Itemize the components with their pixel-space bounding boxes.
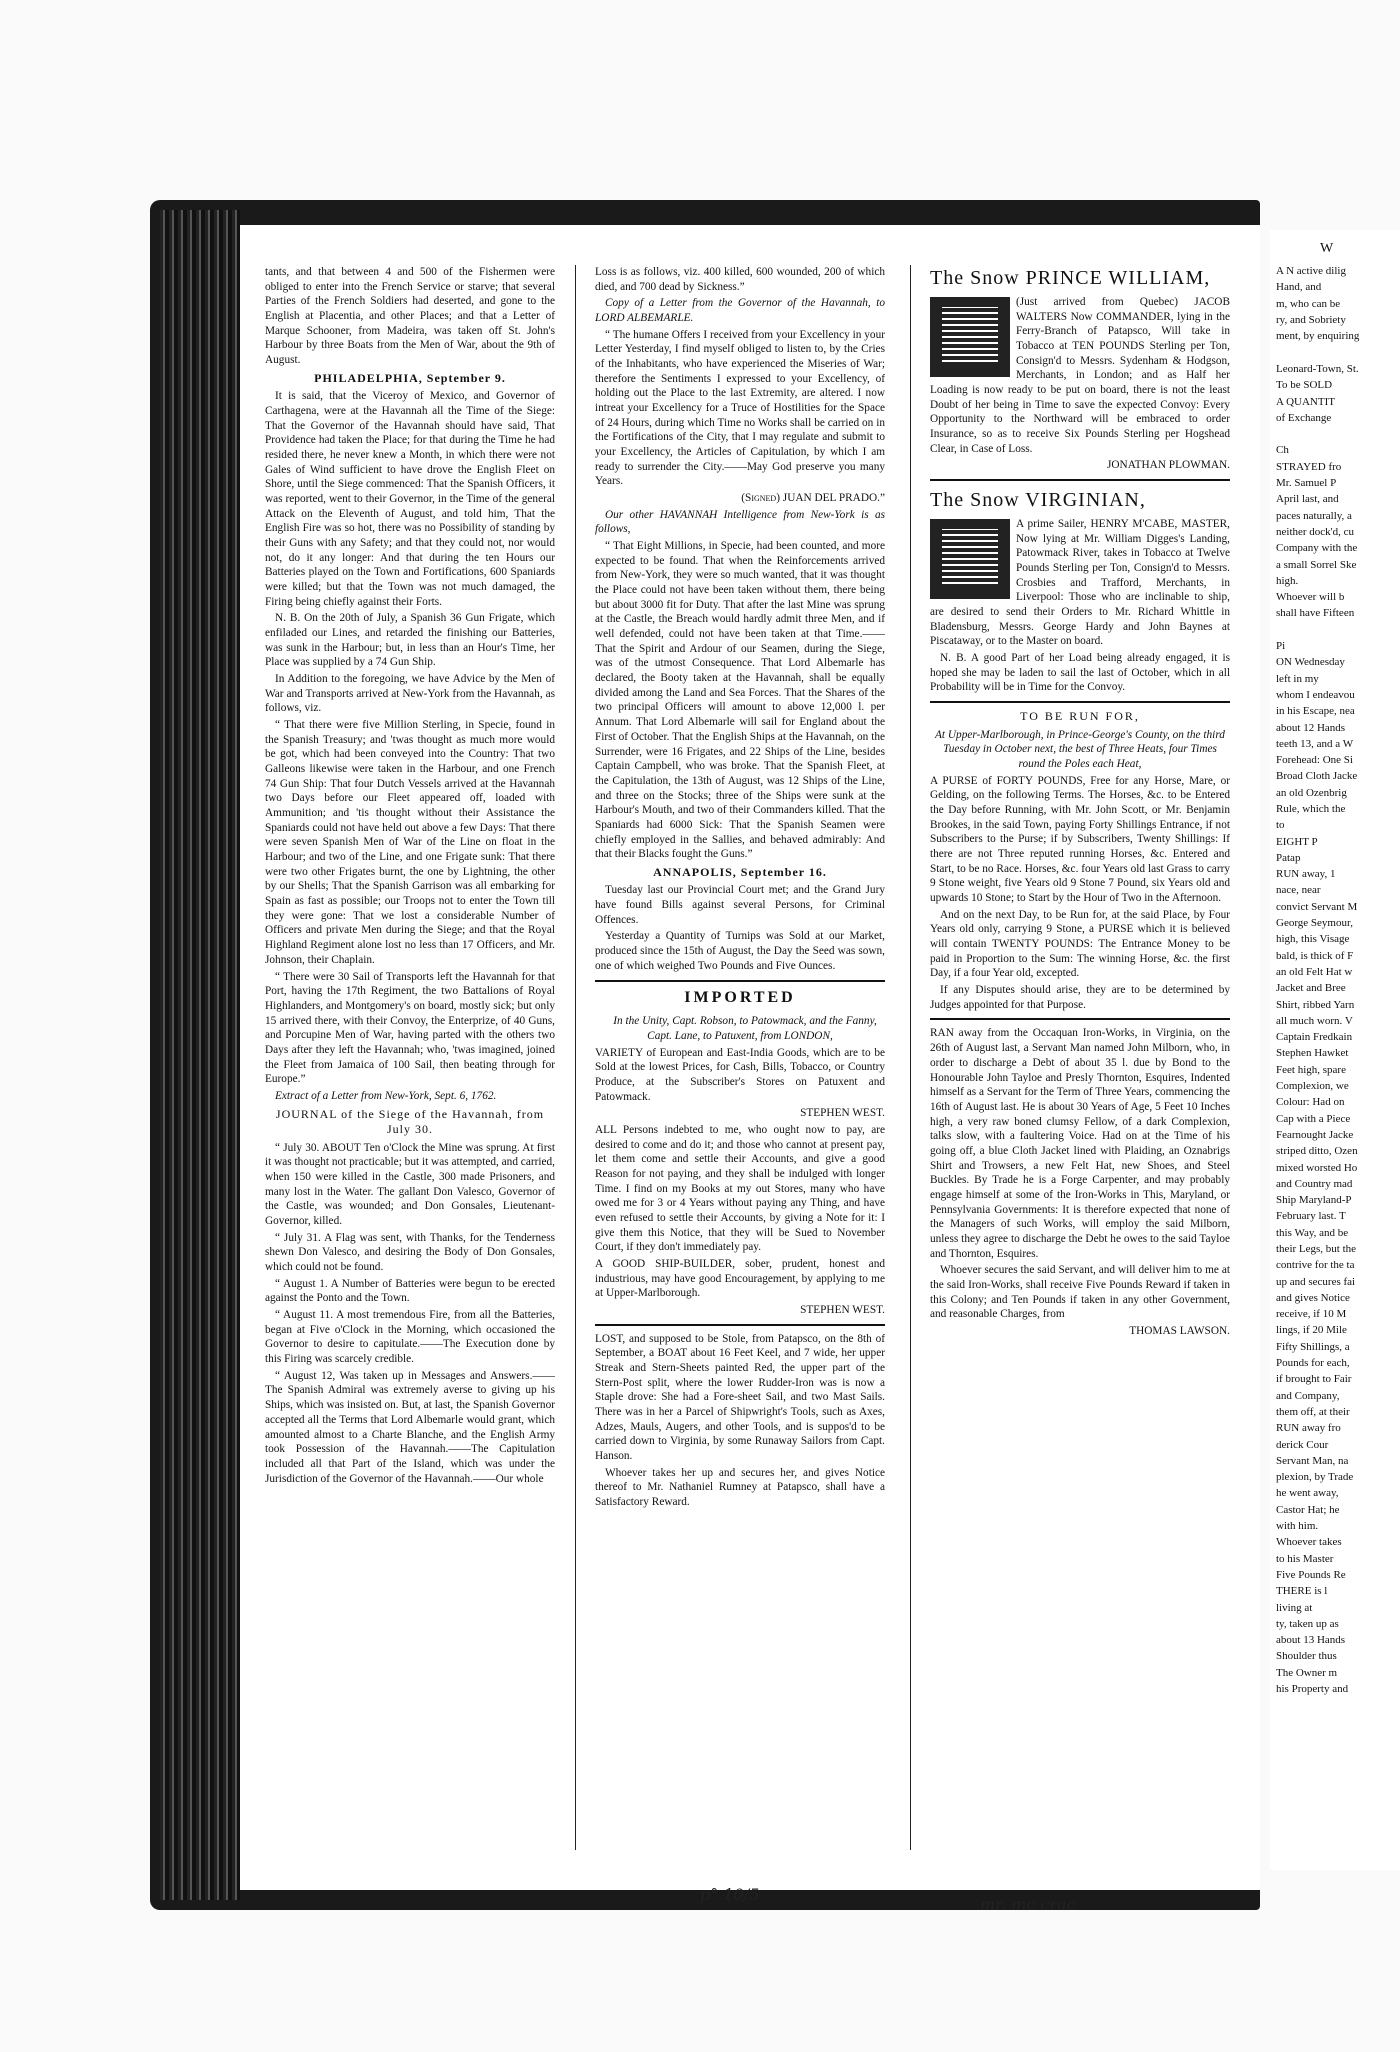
ad-text: LOST, and supposed to be Stole, from Patapsco, on the 8th of September, a BOAT about 16 Feet Keel, and 7 wide, her upper Streak and Stern-Sheets painted Red, the upper part of the Stern-Post split, where the lower Rudder-Iron was is now a Staple drove: She had a Fore-sheet Sail, and two Mast Sails. There was in her a Parcel of Shipwright's Tools, such as Axes, Adzes, Mauls, Augers, and other Tools, and is suppos'd to be carried down to Virginia, by some Runaway Sailors from Capt. Hanson. [595,1332,885,1463]
article-text: tants, and that between 4 and 500 of the Fishermen were obliged to enter into the French Service or starve; that several Parties of the French Soldiers had deserted, and gone to the English at Placentia, and other Places; and that a Letter of Marque Schooner, from Madeira, was taken off St. John's Harbour by three Boats from the Men of War, about the 9th of August. [265,266,555,367]
ad-subheading: At Upper-Marlborough, in Prince-George's County, on the third Tuesday in October next, the best of Three Heats, four Times round the Poles each Heat, [935,728,1225,771]
journal-entry: “ August 11. A most tremendous Fire, from all the Batteries, began at Five o'Clock in the Morning, which occasioned the Governor to desire to capitulate.——The Execution done by this Firing was scarcely credible. [265,1309,555,1366]
adjacent-page-line: Whoever will b [1276,591,1345,604]
divider [595,980,885,982]
adjacent-page-line: nace, near [1276,884,1321,897]
adjacent-page-line: an old Ozenbrig [1276,786,1347,799]
handwritten-note: mr. mc crac [980,1895,1076,1914]
page-heading: W [1320,241,1334,256]
adjacent-page-line: neither dock'd, cu [1276,525,1355,538]
adjacent-page-line: February last. T [1276,1210,1346,1223]
ad-text: VARIETY of European and East-India Goods, which are to be Sold at the lowest Prices, for Cash, Bills, Tobacco, or Country Produce, at the Subscriber's Stores on Patuxent and Patowmack. [595,1046,885,1103]
ad-text: Whoever secures the said Servant, and will deliver him to me at the said Iron-Works, shall receive Five Pounds Reward if taken in this Colony; and Ten Pounds if taken in any other Government, and reasonable Charges, from [930,1264,1230,1321]
adjacent-page-line: in his Escape, nea [1276,705,1355,718]
adjacent-page-line: whom I endeavou [1276,688,1355,701]
article-text: Loss is as follows, viz. 400 killed, 600 wounded, 200 of which died, and 700 dead by Sickness.” [595,266,885,293]
journal-entry: “ August 12, Was taken up in Messages and Answers.——The Spanish Admiral was extremely averse to giving up his Ships, which was insisted on. But, at last, the Spanish Governor accepted all the Terms that Lord Albemarle would grant, which amounted almost to a Charte Blanche, and the English Army took Possession of the Havannah.——The Capitulation included all that Part of the Island, which was under the Jurisdiction of the Governor of the Havannah.——Our whole [265,1369,555,1485]
ship-woodcut-icon [930,519,1010,599]
adjacent-page-line: shall have Fifteen [1276,607,1355,620]
adjacent-page-line: if brought to Fair [1276,1373,1352,1386]
adjacent-page-line: mixed worsted Ho [1276,1161,1358,1174]
ad-text: A GOOD SHIP-BUILDER, sober, prudent, honest and industrious, may have good Encouragement, by applying to me at Upper-Marlborough. [595,1258,885,1300]
subheading: Our other HAVANNAH Intelligence from New-York is as follows, [595,508,885,536]
ad-text: RAN away from the Occaquan Iron-Works, in Virginia, on the 26th of August last, a Servant Man named John Milborn, who, in order to discharge a Debt of about 35 l. due by Bond to the Honourable John Tayloe and Presly Thornton, Esquires, Indented himself as a Servant for the Term of Three Years, commencing the 16th of August last. He is about 30 Years of Age, 5 Feet 10 Inches high, a very raw boned clumsy Fellow, of a dark Complexion, talks slow, with a faultering Voice. Had on at the Time of his going off, a blue Cloth Jacket lined with Plaiding, an Oznabrigs Shirt and Trowsers, a new Felt Hat, new Shoes, and Steel Buckles. By Trade he is a Forge Carpenter, and may probably engage himself at some of the Iron-Works in This, Maryland, or Pennsylvania Governments: It is therefore expected that none of the Managers of such Works, will employ the said Milborn, unless they agree to discharge the Debt he owes to the said Tayloe and Thornton, Esquires. [930,1027,1230,1260]
signature: (Signed) JUAN DEL PRADO.” [741,492,885,505]
article-text: Yesterday a Quantity of Turnips was Sold at our Market, produced since the 15th of August, the Day the Seed was sown, one of which weighed Two Pounds and Five Ounces. [595,930,885,972]
adjacent-page-line: Fifty Shillings, a [1276,1340,1350,1353]
divider [930,701,1230,703]
adjacent-page-line: ty, taken up as [1276,1617,1339,1630]
adjacent-page-line: RUN away, 1 [1276,868,1336,881]
adjacent-page-line: Feet high, spare [1276,1063,1346,1076]
signature: STEPHEN WEST. [800,1107,885,1120]
adjacent-page-line: high. [1276,574,1299,587]
adjacent-page-line: Jacket and Bree [1276,982,1346,995]
adjacent-page-line: Pi [1276,640,1286,653]
subheading: Extract of a Letter from New-York, Sept. 6, 1762. [275,1089,497,1102]
adjacent-page-line: receive, if 10 M [1276,1308,1347,1321]
adjacent-page-line: with him. [1276,1520,1319,1533]
divider [595,1324,885,1326]
article-text: “ There were 30 Sail of Transports left the Havannah for that Port, having the 17th Regiment, the two Battalions of Royal Highlanders, and Montgomery's on board, mostly sick; but only 15 arrived there, with their Convoy, the Enterprize, of 40 Guns, and Porcupine Men of War, having parted with the others two Days after they left the Havannah; who, 'twas imagined, joined the Fleet from Jamaica of 100 Sail, then beating through for Europe.” [265,970,555,1086]
adjacent-page-line: contrive for the ta [1276,1259,1355,1272]
adjacent-page-line: their Legs, but the [1276,1243,1357,1255]
adjacent-page-line: them off, at their [1276,1405,1350,1418]
divider [930,1018,1230,1020]
signature: JONATHAN PLOWMAN. [1106,459,1230,472]
adjacent-page-line [1276,346,1400,360]
adjacent-page-line: Stephen Hawket [1276,1047,1349,1060]
adjacent-page-line: bald, is thick of F [1276,949,1354,962]
article-text: N. B. On the 20th of July, a Spanish 36 Gun Frigate, which enfiladed our Lines, and retarded the finishing our Batteries, was sunk in the Harbour; but, in less than an Hour's Time, her Place was supplied by a 74 Gun Ship. [265,612,555,669]
adjacent-page-line: To be SOLD [1276,379,1333,392]
ad-text: Whoever takes her up and secures her, and gives Notice thereof to Mr. Nathaniel Rumney at Patapsco, shall have a Satisfactory Reward. [595,1466,885,1509]
adjacent-page-line [1276,623,1400,637]
adjacent-page-line: Whoever takes [1276,1536,1342,1549]
article-text: In Addition to the foregoing, we have Advice by the Men of War and Transports arrived at New-York from the Havannah, as follows, viz. [265,673,555,715]
adjacent-page-line: ment, by enquiring [1276,330,1360,343]
adjacent-page-line: a small Sorrel Ske [1276,558,1357,571]
adjacent-page-line: teeth 13, and a W [1276,737,1354,750]
adjacent-page-line: George Seymour, [1276,917,1353,930]
ad-text: ALL Persons indebted to me, who ought now to pay, are desired to come and do it; and those who cannot at present pay, let them come and settle their Accounts, and give a good Reason for not paying, and they shall be indulged with longer Time. I find on my Books at my out Stores, many who have owed me for 3 or 4 Years without paying any Thing, and have even refused to settle their Accounts, by giving a Note for it: I give them this Notice, that they will be Sued to November Court, if they don't immediately pay. [595,1124,885,1254]
adjacent-page-line: ry, and Sobriety [1276,314,1346,327]
adjacent-page-line: Mr. Samuel P [1276,477,1337,490]
column-middle [595,265,885,1860]
journal-entry: “ July 31. A Flag was sent, with Thanks, for the Tenderness shewn Don Valesco, and desiring the Body of Don Gonsales, which could not be found. [265,1231,555,1274]
ad-text: If any Disputes should arise, they are to be determined by Judges appointed for that Purpose. [930,984,1230,1011]
adjacent-page-line: A QUANTIT [1276,395,1335,408]
adjacent-page-line: STRAYED fro [1276,460,1342,473]
adjacent-page-line: Colour: Had on [1276,1096,1345,1109]
adjacent-page-line: THERE is l [1276,1585,1328,1598]
ad-text: A PURSE of FORTY POUNDS, Free for any Horse, Mare, or Gelding, on the following Terms. The Horses, &c. to be Entered the Day before Running, with Mr. John Scott, or Mr. Benjamin Brookes, in the said Town, paying Forty Shillings Entrance, if not Subscribers to the Purse; if by Subscribers, Twenty Shillings: If there are not Three reputed running Horses, &c. Entered and Start, to be no Race. Horses, &c. four Years old last Grass to carry 9 Stone weight, five Years old 9 Stone 7 Pound, six Years old and upwards 10 Stone; to Start by the Hour of Two in the Afternoon. [930,774,1230,905]
adjacent-page-line: high, this Visage [1276,933,1350,946]
column-rule [575,265,576,1850]
adjacent-page-line: and Country mad [1276,1177,1353,1190]
adjacent-page-line: striped ditto, Ozen [1276,1145,1358,1158]
adjacent-page-line: Shoulder thus [1276,1650,1337,1663]
adjacent-page-line: Company with the [1276,542,1358,555]
adjacent-page-line: Shirt, ribbed Yarn [1276,998,1355,1011]
adjacent-page-line: to his Master [1276,1552,1334,1565]
article-text: Tuesday last our Provincial Court met; and the Grand Jury have found Bills against several Persons, for Criminal Offences. [595,884,885,926]
article-text: “ That there were five Million Sterling, in Specie, found in the Spanish Treasury; and 'twas thought as much more would be got, which had been conveyed into the Country: That two Galleons likewise were taken in the Harbour, and one French 74 Gun Ship: That four Dutch Vessels arrived at the Havannah two Days before our Fleet appeared off, loaded with Ammunition; and 'tis thought without their Assistance the Spaniards could not have held out above a few Days: That there were seven Spanish Men of War of the Line on float in the Harbour; and two of the Line, and one Frigate sunk: That there were two other Frigates burnt, the one by Lightning, the other by our Shells; That the Spanish Garrison was all embarking for Spain as fast as possible; our Troops not to enter the Town till they were gone: That we lost a considerable Number of Officers and private Men during the Siege; and that the Royal Highland Regiment alone lost no less than 17 Officers, and Mr. Johnson, their Chaplain. [265,719,555,966]
adjacent-page-line: all much worn. V [1276,1014,1353,1027]
adjacent-page-line: Broad Cloth Jacke [1276,770,1358,783]
adjacent-page-line: Fearnought Jacke [1276,1128,1354,1141]
adjacent-page-line: Ch [1276,444,1289,457]
subheading: JOURNAL of the Siege of the Havannah, from July 30. [275,1106,545,1137]
adjacent-page-line: Captain Fredkain [1276,1031,1353,1044]
adjacent-page-line: lings, if 20 Mile [1276,1324,1347,1337]
article-text: “ That Eight Millions, in Specie, had been counted, and more expected to be found. That when the Reinforcements arrived from New-York, they were so much wanted, that it was thought the Place could not have been taken without them, there being but about 3000 fit for Duty. That after the last Mine was sprung at the Castle, the Breach would hardly admit three Men, and if well defended, could not have been taken at that Time.——That the Spirit and Ardour of our Seamen, during the Siege, was of the utmost Consequence. That Lord Albemarle has declared, the Booty taken at the Havannah, shall be equally divided among the Land and Sea Forces. That the Shares of the two principal Officers will amount to above 12,000 l. per Annum. That Lord Albemarle will sail for England about the First of October. That the English Ships at the Havannah, on the Surrender, were 16 Frigates, and 22 Ships of the Line, besides Captain Campbell, who was broke. That the Spanish Fleet, at the Capitulation, the 13th of August, was 12 Ships of the Line, and three on the Stocks; three of the Ships were sunk at the Harbour's Mouth, and two of their Commanders killed. That the Spaniards had 6000 Sick: That the Spanish Seamen were chiefly employed in the Sallies, and behaved admirably: And that their Blacks fought the Guns.” [595,540,885,861]
letter-text: “ The humane Offers I received from your Excellency in your Letter Yesterday, I find myself obliged to listen to, by the Cries of the Inhabitants, who have experienced the Miseries of War; therefore the Sentiments I expressed to your Excellency, of holding out the Place to the last Extremity, are altered. I now intreat your Excellency for a Truce of Hostilities for the Space of 24 Hours, during which Time no Works shall be carried on in the Fortifications of the City, that I may regulate and submit to your Excellency, the Articles of Capitulation, by which I am ready to surrender the City.——May God preserve you many Years. [595,328,885,488]
newspaper-page [240,225,1260,1890]
adjacent-page [1270,230,1400,1870]
ad-text: (Just arrived from Quebec) JACOB WALTERS Now COMMANDER, lying in the Ferry-Branch of Patapsco, Will take in Tobacco at TEN POUNDS Sterling per Ton, Consign'd to Messrs. Sydenham & Hodgson, Merchants, in London; and as Half her Loading is now ready to be put on board, there is not the least Doubt of her being in Time to save the expected Convoy: Every Opportunity to the Northward will be embraced to order Insurance, so as to receive Six Pounds Sterling per Hogshead Clear, in Case of Loss. [930,296,1230,455]
adjacent-page-line: Servant Man, na [1276,1454,1349,1467]
adjacent-page-line: left in my [1276,672,1319,685]
subheading: Copy of a Letter from the Governor of the Havannah, to LORD ALBEMARLE. [595,297,885,325]
ad-heading: IMPORTED [684,988,796,1006]
adjacent-page-line: living at [1276,1601,1313,1614]
adjacent-page-line: EIGHT P [1276,835,1318,848]
divider [930,479,1230,481]
adjacent-page-line: about 12 Hands [1276,721,1346,734]
adjacent-page-line: Pounds for each, [1276,1357,1350,1370]
adjacent-page-line: Castor Hat; he [1276,1503,1340,1516]
adjacent-page-line: m, who can be [1276,297,1341,310]
adjacent-page-line: of Exchange [1276,411,1332,424]
adjacent-page-line: paces naturally, a [1276,509,1352,522]
adjacent-page-line: an old Felt Hat w [1276,965,1353,978]
ad-heading: TO BE RUN FOR, [1020,709,1140,724]
adjacent-page-line: he went away, [1276,1487,1339,1500]
article-text: It is said, that the Viceroy of Mexico, and Governor of Carthagena, were at the Havannah all the Time of the Siege: That the Governor of the Havannah should have said, That Providence had taken the Place; for that during the Time he had resided there, he never knew a Month, in which there were not Gales of Wind sufficient to have drove the English Fleet on Shore, until the Siege commenced: That the Spanish Officers, it was reported, went to their Governor, in the Time of the general Attack on the Eleventh of August, and told him, That the English Fire was so hot, there was no Possibility of standing by their Guns with any Safety; and that they could not, nor would not, do it any longer: And that during the ten Hours our Batteries played on the Town and Fortifications, 600 Spaniards were killed; but that the Town was not much damaged, the Firing being chiefly against their Forts. [265,390,555,608]
adjacent-page-line: Complexion, we [1276,1080,1349,1093]
adjacent-page-line: Forehead: One Si [1276,754,1353,767]
ad-text: N. B. A good Part of her Load being already engaged, it is hoped she may be laden to sail the last of October, which in all Probability will be in Time for the Convoy. [930,652,1230,694]
adjacent-page-text [1270,264,1400,1696]
adjacent-page-line: RUN away fro [1276,1422,1341,1435]
adjacent-page-line: about 13 Hands [1276,1634,1346,1647]
adjacent-page-line: derick Cour [1276,1438,1329,1451]
signature: STEPHEN WEST. [800,1304,885,1317]
page-edges [160,210,240,1900]
signature: THOMAS LAWSON. [1129,1324,1230,1337]
column-rule [910,265,911,1850]
adjacent-page-line: to [1276,819,1285,832]
dateline: ANNAPOLIS, September 16. [653,864,827,879]
adjacent-page-line: Ship Maryland-P [1276,1194,1352,1207]
column-left [265,265,555,1860]
ad-heading: The Snow VIRGINIAN, [930,489,1146,512]
adjacent-page-line: April last, and [1276,493,1339,506]
adjacent-page-line: this Way, and be [1276,1226,1349,1239]
adjacent-page-line: The Owner m [1276,1666,1338,1679]
adjacent-page-line: Cap with a Piece [1276,1112,1351,1125]
adjacent-page-line: plexion, by Trade [1276,1471,1354,1484]
adjacent-page-line: and Company, [1276,1389,1340,1402]
ad-text: And on the next Day, to be Run for, at the said Place, by Four Years old only, carrying 9 Stone, a PURSE which it is believed will contain TWENTY POUNDS: The Entrance Money to be paid in Proportion to the Sum: The winning Horse, &c. the first Day, if a four Year old, excepted. [930,908,1230,980]
adjacent-page-line: A N active dilig [1276,265,1346,278]
adjacent-page-line: Five Pounds Re [1276,1568,1346,1581]
adjacent-page-line: Hand, and [1276,281,1322,294]
column-right [930,265,1230,1860]
adjacent-page-line [1276,427,1400,441]
journal-entry: “ August 1. A Number of Batteries were begun to be erected against the Ponto and the Town. [265,1277,555,1305]
adjacent-page-line: Rule, which the [1276,802,1346,815]
dateline: PHILADELPHIA, September 9. [314,370,506,385]
adjacent-page-line: convict Servant M [1276,900,1358,913]
ad-subheading: In the Unity, Capt. Robson, to Patowmack, and the Fanny, Capt. Lane, to Patuxent, from LONDON, [613,1015,877,1042]
adjacent-page-line: up and secures fai [1276,1275,1356,1288]
ad-heading: The Snow PRINCE WILLIAM, [930,267,1211,289]
handwritten-note: p° 10/5 [700,1885,760,1904]
adjacent-page-line: and gives Notice [1276,1291,1350,1304]
adjacent-page-line: Patap [1276,851,1301,864]
ship-woodcut-icon [930,297,1010,377]
adjacent-page-line: Leonard-Town, St. [1276,362,1359,375]
adjacent-page-line: ON Wednesday [1276,656,1345,669]
journal-entry: “ July 30. ABOUT Ten o'Clock the Mine was sprung. At first it was thought not practicable; but it was attempted, and carried, when 150 were killed in the Castle, 300 made Prisoners, and many lost in the Water. The gallant Don Valesco, Governor of the Castle, was wounded; and Don Gonsales, Lieutenant-Governor, killed. [265,1141,555,1228]
adjacent-page-line: his Property and [1276,1683,1349,1696]
ad-text: A prime Sailer, HENRY M'CABE, MASTER, Now lying at Mr. William Digges's Landing, Patowmack River, takes in Tobacco at Twelve Pounds Sterling per Ton, Consign'd to Messrs. Crosbies and Trafford, Merchants, in Liverpool: Those who are inclinable to ship, are desired to send their Orders to Mr. Richard Whittle in Bladensburg, Messrs. George Hardy and John Baynes at Piscataway, or to the Master on board. [930,518,1230,648]
